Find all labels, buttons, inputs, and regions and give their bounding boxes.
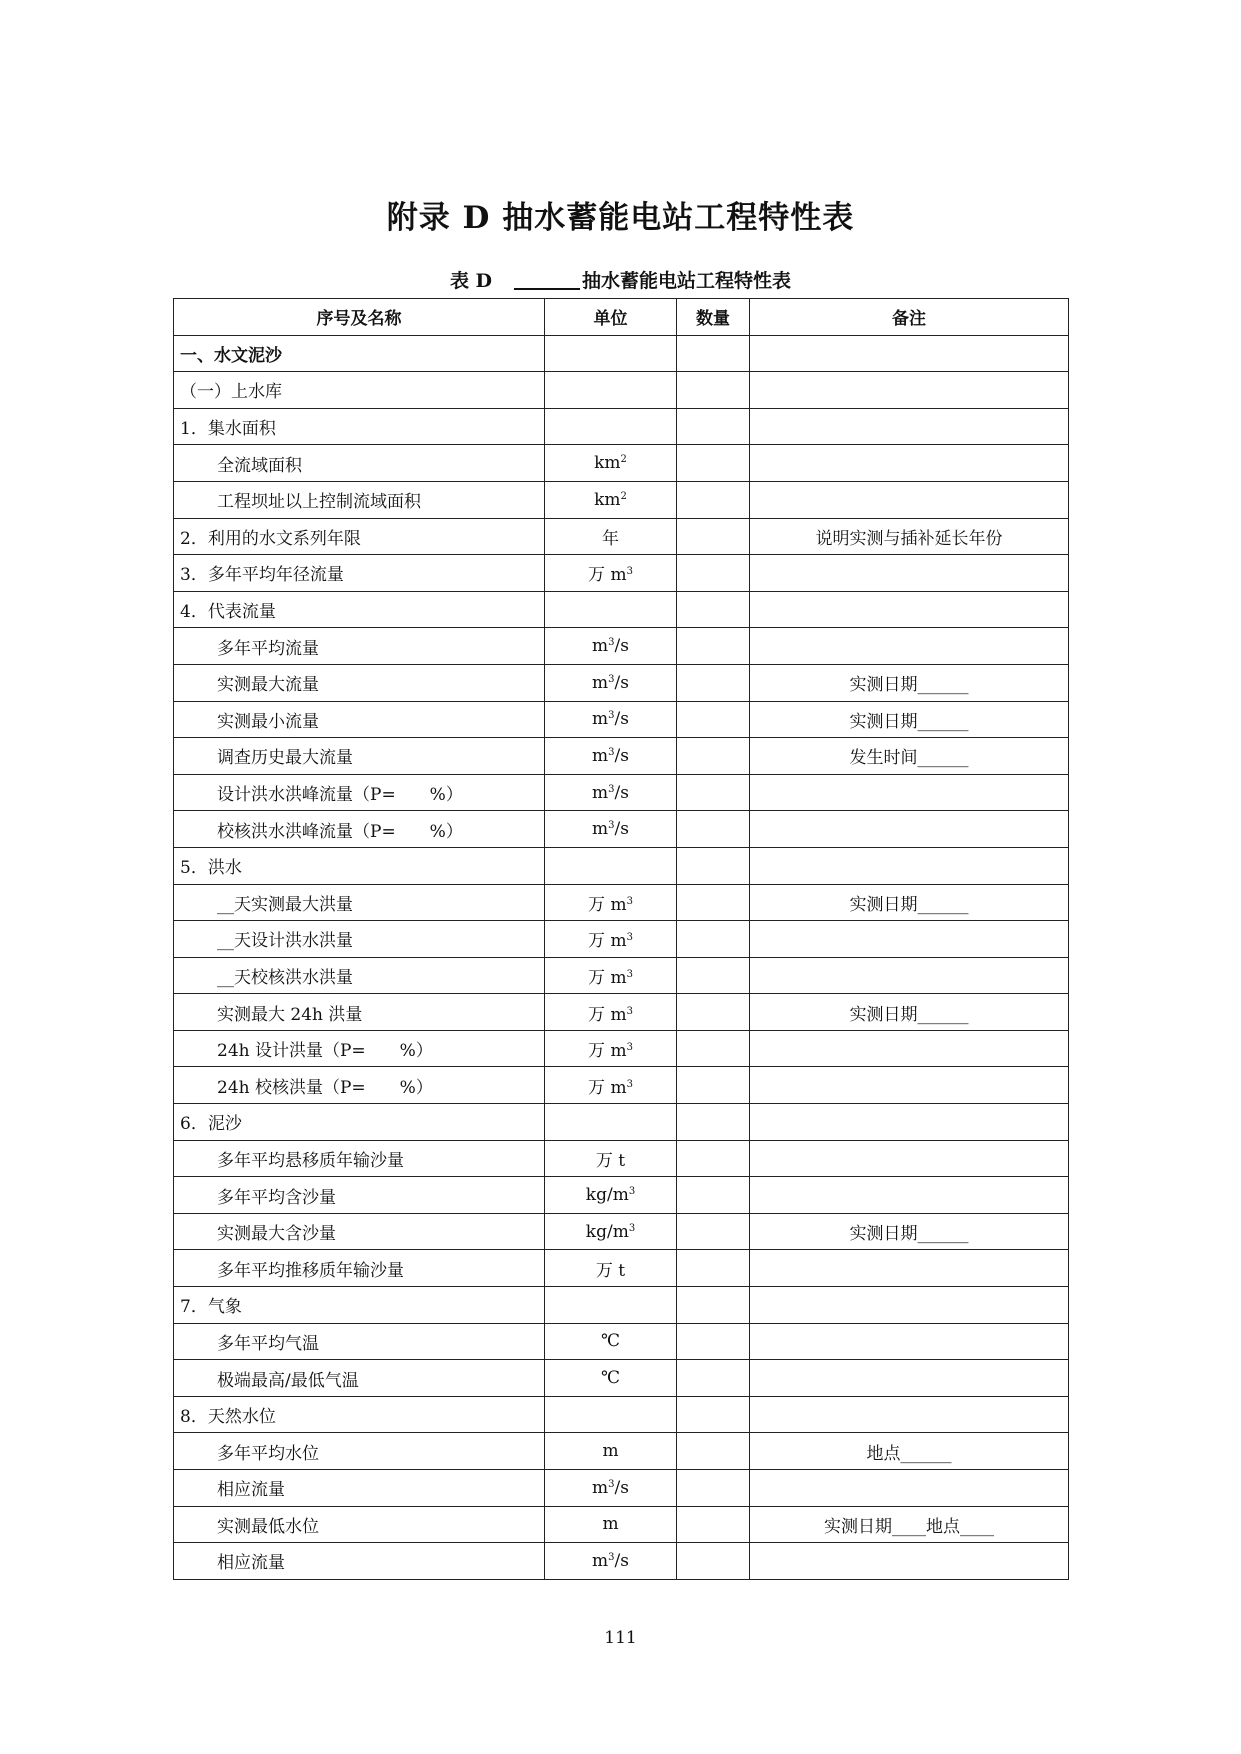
row-note-cell xyxy=(750,1287,1069,1324)
row-note-cell: 实测日期______ xyxy=(750,1213,1069,1250)
row-unit-cell: 万 $m^3$ xyxy=(545,884,677,921)
row-note-cell xyxy=(750,1030,1069,1067)
table-row xyxy=(174,445,1069,482)
table-row xyxy=(174,1360,1069,1397)
table-row xyxy=(174,1213,1069,1250)
row-name-cell: 调查历史最大流量 xyxy=(174,738,545,775)
row-quantity-cell[interactable] xyxy=(677,1030,750,1067)
row-name-cell: 4．代表流量 xyxy=(174,591,545,628)
table-row xyxy=(174,1287,1069,1324)
table-row xyxy=(174,1104,1069,1141)
row-note-cell xyxy=(750,957,1069,994)
row-name-cell: 校核洪水洪峰流量（P= %） xyxy=(174,811,545,848)
row-unit-cell xyxy=(545,1396,677,1433)
row-quantity-cell[interactable] xyxy=(677,701,750,738)
row-note-cell xyxy=(750,1360,1069,1397)
table-header-row xyxy=(174,299,1069,336)
row-unit-cell: $m^3/s$ xyxy=(545,1470,677,1507)
table-caption-suffix: 抽水蓄能电站工程特性表 xyxy=(582,270,792,292)
row-note-cell xyxy=(750,1140,1069,1177)
table-row xyxy=(174,628,1069,665)
row-name-cell: 极端最高/最低气温 xyxy=(174,1360,545,1397)
header-name: 序号及名称 xyxy=(174,299,545,336)
row-note-cell xyxy=(750,372,1069,409)
row-name-cell: 相应流量 xyxy=(174,1543,545,1580)
header-note: 备注 xyxy=(750,299,1069,336)
row-unit-cell: $m^3/s$ xyxy=(545,1543,677,1580)
row-unit-cell xyxy=(545,591,677,628)
row-note-cell xyxy=(750,628,1069,665)
table-row xyxy=(174,481,1069,518)
row-name-cell: 24h 校核洪量（P= %） xyxy=(174,1067,545,1104)
row-quantity-cell[interactable] xyxy=(677,1396,750,1433)
row-quantity-cell[interactable] xyxy=(677,1250,750,1287)
row-name-cell: __天实测最大洪量 xyxy=(174,884,545,921)
row-quantity-cell[interactable] xyxy=(677,811,750,848)
row-quantity-cell[interactable] xyxy=(677,1177,750,1214)
row-unit-cell: $kg/m^3$ xyxy=(545,1213,677,1250)
row-quantity-cell[interactable] xyxy=(677,518,750,555)
row-unit-cell: 万 $m^3$ xyxy=(545,921,677,958)
table-row xyxy=(174,884,1069,921)
row-quantity-cell[interactable] xyxy=(677,628,750,665)
table-row xyxy=(174,994,1069,1031)
row-name-cell: 7．气象 xyxy=(174,1287,545,1324)
row-quantity-cell[interactable] xyxy=(677,1506,750,1543)
row-quantity-cell[interactable] xyxy=(677,994,750,1031)
row-name-cell: 设计洪水洪峰流量（P= %） xyxy=(174,774,545,811)
row-unit-cell: $m^3/s$ xyxy=(545,701,677,738)
table-row xyxy=(174,408,1069,445)
row-unit-cell xyxy=(545,1104,677,1141)
row-name-cell: 多年平均水位 xyxy=(174,1433,545,1470)
row-unit-cell: m xyxy=(545,1506,677,1543)
row-name-cell: 5．洪水 xyxy=(174,847,545,884)
row-quantity-cell[interactable] xyxy=(677,957,750,994)
row-name-cell: __天校核洪水洪量 xyxy=(174,957,545,994)
row-quantity-cell[interactable] xyxy=(677,408,750,445)
row-unit-cell xyxy=(545,1287,677,1324)
table-row xyxy=(174,1506,1069,1543)
row-quantity-cell[interactable] xyxy=(677,1433,750,1470)
table-row xyxy=(174,1140,1069,1177)
table-row xyxy=(174,1177,1069,1214)
row-quantity-cell[interactable] xyxy=(677,1323,750,1360)
table-body xyxy=(174,335,1069,1579)
row-note-cell xyxy=(750,555,1069,592)
row-note-cell xyxy=(750,1543,1069,1580)
row-unit-cell: $m^3/s$ xyxy=(545,628,677,665)
row-note-cell xyxy=(750,774,1069,811)
row-note-cell xyxy=(750,408,1069,445)
table-row xyxy=(174,591,1069,628)
row-name-cell: 实测最大流量 xyxy=(174,664,545,701)
table-caption-blank xyxy=(514,270,580,290)
row-name-cell: 多年平均气温 xyxy=(174,1323,545,1360)
row-unit-cell xyxy=(545,847,677,884)
table-row xyxy=(174,847,1069,884)
row-note-cell: 地点______ xyxy=(750,1433,1069,1470)
row-unit-cell: 万 t xyxy=(545,1250,677,1287)
row-name-cell: 6．泥沙 xyxy=(174,1104,545,1141)
row-note-cell: 发生时间______ xyxy=(750,738,1069,775)
row-unit-cell: 万 $m^3$ xyxy=(545,555,677,592)
row-quantity-cell[interactable] xyxy=(677,847,750,884)
page-number: 111 xyxy=(604,1628,637,1648)
row-name-cell: __天设计洪水洪量 xyxy=(174,921,545,958)
row-name-cell: （一）上水库 xyxy=(174,372,545,409)
table-row xyxy=(174,1470,1069,1507)
row-note-cell: 实测日期______ xyxy=(750,994,1069,1031)
row-note-cell xyxy=(750,1104,1069,1141)
row-name-cell: 实测最低水位 xyxy=(174,1506,545,1543)
page-title: 附录 D 抽水蓄能电站工程特性表 xyxy=(386,200,855,236)
row-unit-cell: m xyxy=(545,1433,677,1470)
row-note-cell xyxy=(750,847,1069,884)
row-quantity-cell[interactable] xyxy=(677,335,750,372)
row-unit-cell xyxy=(545,372,677,409)
characteristics-table xyxy=(173,298,1069,1580)
table-row xyxy=(174,1396,1069,1433)
row-name-cell: 多年平均流量 xyxy=(174,628,545,665)
table-caption-prefix: 表 D xyxy=(449,270,493,292)
row-name-cell: 24h 设计洪量（P= %） xyxy=(174,1030,545,1067)
row-quantity-cell[interactable] xyxy=(677,1213,750,1250)
row-unit-cell: $m^3/s$ xyxy=(545,738,677,775)
table-caption xyxy=(0,266,1241,293)
table-row xyxy=(174,1250,1069,1287)
row-unit-cell: $m^3/s$ xyxy=(545,811,677,848)
row-quantity-cell[interactable] xyxy=(677,481,750,518)
table-row xyxy=(174,1067,1069,1104)
row-note-cell xyxy=(750,591,1069,628)
table-row xyxy=(174,335,1069,372)
row-note-cell: 实测日期______ xyxy=(750,701,1069,738)
row-note-cell xyxy=(750,335,1069,372)
row-quantity-cell[interactable] xyxy=(677,1287,750,1324)
row-note-cell: 说明实测与插补延长年份 xyxy=(750,518,1069,555)
row-quantity-cell[interactable] xyxy=(677,738,750,775)
row-quantity-cell[interactable] xyxy=(677,921,750,958)
row-name-cell: 多年平均含沙量 xyxy=(174,1177,545,1214)
row-quantity-cell[interactable] xyxy=(677,555,750,592)
row-unit-cell: 万 $m^3$ xyxy=(545,1030,677,1067)
row-quantity-cell[interactable] xyxy=(677,1470,750,1507)
row-unit-cell: ℃ xyxy=(545,1360,677,1397)
row-name-cell: 多年平均悬移质年输沙量 xyxy=(174,1140,545,1177)
row-note-cell: 实测日期____地点____ xyxy=(750,1506,1069,1543)
row-note-cell: 实测日期______ xyxy=(750,884,1069,921)
table-row xyxy=(174,738,1069,775)
row-quantity-cell[interactable] xyxy=(677,1067,750,1104)
row-quantity-cell[interactable] xyxy=(677,1140,750,1177)
table-row xyxy=(174,921,1069,958)
row-unit-cell: $km^2$ xyxy=(545,481,677,518)
table-row xyxy=(174,957,1069,994)
table-row xyxy=(174,1433,1069,1470)
row-note-cell xyxy=(750,811,1069,848)
table-row xyxy=(174,372,1069,409)
row-quantity-cell[interactable] xyxy=(677,1104,750,1141)
row-quantity-cell[interactable] xyxy=(677,884,750,921)
row-note-cell xyxy=(750,1323,1069,1360)
row-unit-cell xyxy=(545,335,677,372)
row-note-cell xyxy=(750,481,1069,518)
row-name-cell: 实测最小流量 xyxy=(174,701,545,738)
row-quantity-cell[interactable] xyxy=(677,1360,750,1397)
row-name-cell: 实测最大 24h 洪量 xyxy=(174,994,545,1031)
row-name-cell: 一、水文泥沙 xyxy=(174,335,545,372)
row-name-cell: 工程坝址以上控制流域面积 xyxy=(174,481,545,518)
row-unit-cell: $m^3/s$ xyxy=(545,664,677,701)
row-unit-cell: $kg/m^3$ xyxy=(545,1177,677,1214)
row-quantity-cell[interactable] xyxy=(677,664,750,701)
row-name-cell: 3．多年平均年径流量 xyxy=(174,555,545,592)
row-note-cell xyxy=(750,1177,1069,1214)
header-quantity: 数量 xyxy=(677,299,750,336)
header-unit: 单位 xyxy=(545,299,677,336)
row-unit-cell xyxy=(545,408,677,445)
row-name-cell: 8．天然水位 xyxy=(174,1396,545,1433)
row-quantity-cell[interactable] xyxy=(677,774,750,811)
table-row xyxy=(174,811,1069,848)
row-unit-cell: $m^3/s$ xyxy=(545,774,677,811)
row-name-cell: 1．集水面积 xyxy=(174,408,545,445)
row-name-cell: 2．利用的水文系列年限 xyxy=(174,518,545,555)
row-note-cell xyxy=(750,1396,1069,1433)
table-row xyxy=(174,1030,1069,1067)
row-unit-cell: 万 $m^3$ xyxy=(545,994,677,1031)
row-unit-cell: $km^2$ xyxy=(545,445,677,482)
row-note-cell xyxy=(750,1250,1069,1287)
row-quantity-cell[interactable] xyxy=(677,1543,750,1580)
row-note-cell xyxy=(750,445,1069,482)
row-quantity-cell[interactable] xyxy=(677,372,750,409)
row-note-cell: 实测日期______ xyxy=(750,664,1069,701)
table-row xyxy=(174,1323,1069,1360)
table-row xyxy=(174,774,1069,811)
table-row xyxy=(174,1543,1069,1580)
table-row xyxy=(174,664,1069,701)
row-name-cell: 相应流量 xyxy=(174,1470,545,1507)
row-unit-cell: 年 xyxy=(545,518,677,555)
table-row xyxy=(174,555,1069,592)
row-unit-cell: 万 $m^3$ xyxy=(545,957,677,994)
row-quantity-cell[interactable] xyxy=(677,445,750,482)
row-name-cell: 多年平均推移质年输沙量 xyxy=(174,1250,545,1287)
row-quantity-cell[interactable] xyxy=(677,591,750,628)
table-row xyxy=(174,701,1069,738)
table-row xyxy=(174,518,1069,555)
row-unit-cell: 万 $m^3$ xyxy=(545,1067,677,1104)
row-name-cell: 全流域面积 xyxy=(174,445,545,482)
row-name-cell: 实测最大含沙量 xyxy=(174,1213,545,1250)
row-note-cell xyxy=(750,1067,1069,1104)
row-note-cell xyxy=(750,1470,1069,1507)
row-note-cell xyxy=(750,921,1069,958)
row-unit-cell: ℃ xyxy=(545,1323,677,1360)
row-unit-cell: 万 t xyxy=(545,1140,677,1177)
